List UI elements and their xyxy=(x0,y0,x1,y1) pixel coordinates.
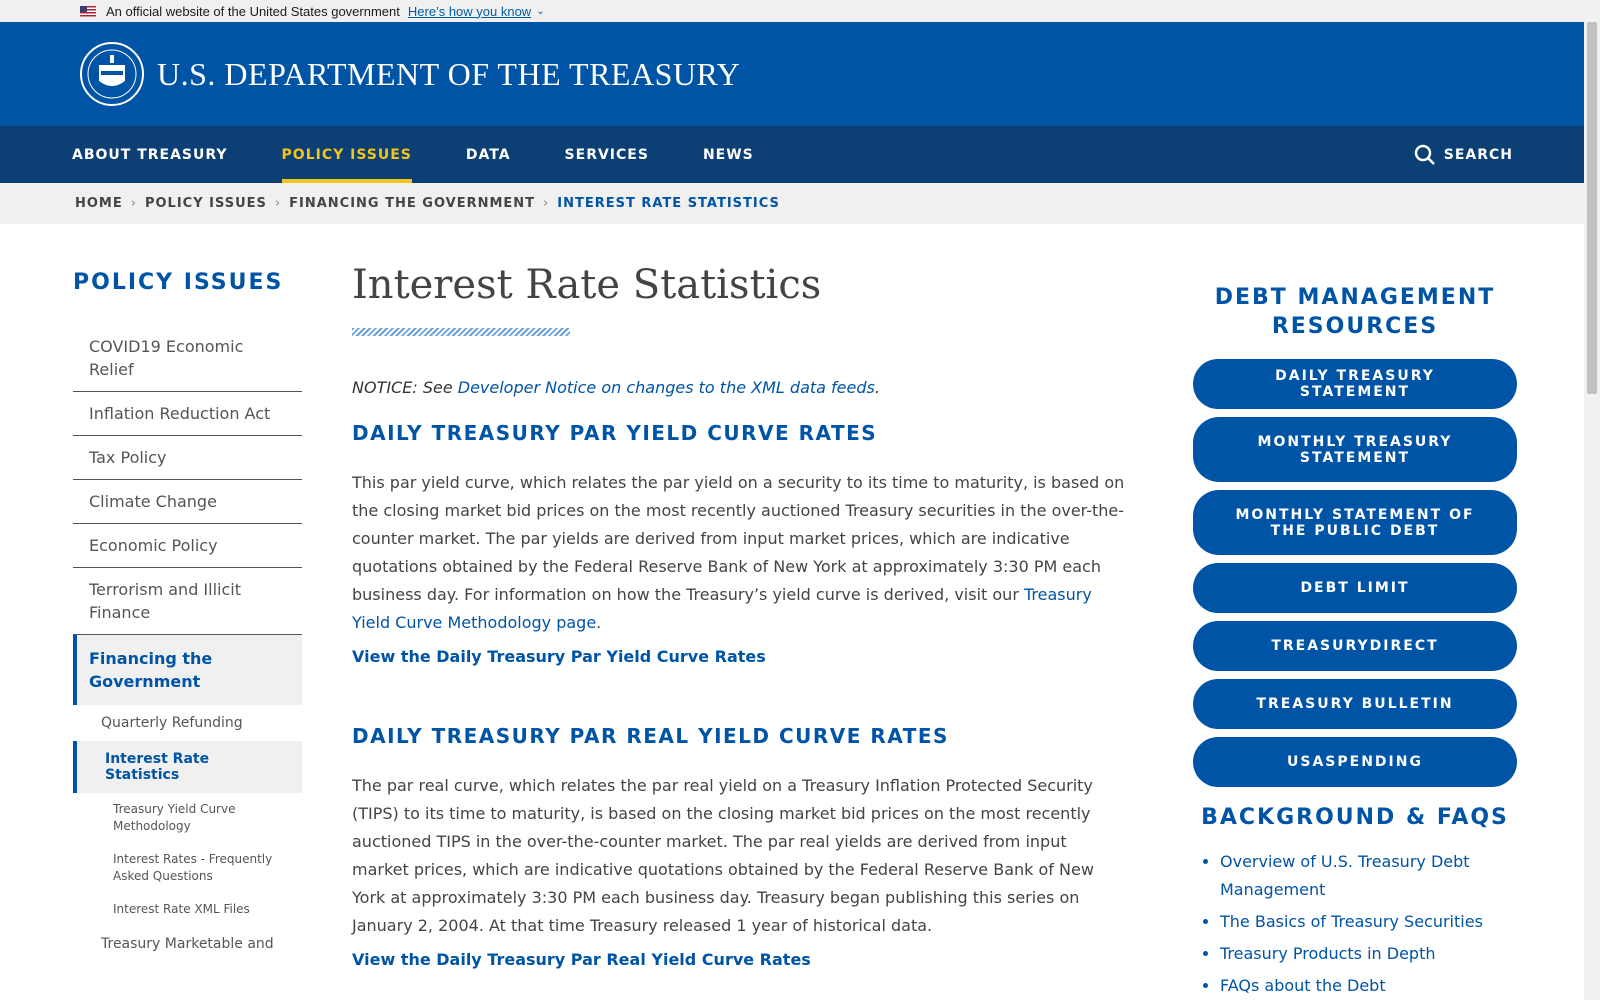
faq-link-overview[interactable]: • Overview of U.S. Treasury Debt Management xyxy=(1220,848,1517,904)
daily-treasury-statement-button[interactable]: DAILY TREASURY STATEMENT xyxy=(1193,359,1517,409)
gov-banner xyxy=(0,0,1600,22)
nav-data[interactable]: DATA xyxy=(465,146,511,163)
breadcrumb xyxy=(0,183,1584,224)
faq-list xyxy=(1193,848,1517,1000)
sidebar-item-economic-policy[interactable]: Economic Policy xyxy=(73,524,302,568)
sidebar-item-financing[interactable]: Financing the Government xyxy=(73,635,302,705)
faq-link-products[interactable]: • Treasury Products in Depth xyxy=(1220,940,1517,968)
view-par-real-yield-link[interactable]: View the Daily Treasury Par Real Yield Curve Rates xyxy=(352,950,811,969)
par-yield-suffix: . xyxy=(596,613,602,632)
sidebar-title[interactable]: POLICY ISSUES xyxy=(73,270,284,295)
page-scrollbar[interactable] xyxy=(1584,0,1600,1000)
nav-services[interactable]: SERVICES xyxy=(564,146,649,163)
gov-banner-text: An official website of the United States government xyxy=(106,3,400,19)
debt-management-title: DEBT MANAGEMENT RESOURCES xyxy=(1214,285,1496,339)
sidebar-item-terrorism[interactable]: Terrorism and Illicit Finance xyxy=(73,568,302,635)
page-title: Interest Rate Statistics xyxy=(352,262,822,308)
yield-methodology-link[interactable]: Treasury Yield Curve Methodology page xyxy=(352,585,1092,632)
nav-news[interactable]: NEWS xyxy=(702,146,754,163)
background-faqs-title: BACKGROUND & FAQS xyxy=(1201,805,1509,830)
faq-link-faqs-debt[interactable]: • FAQs about the Debt xyxy=(1220,972,1517,1000)
faq-link-basics[interactable]: • The Basics of Treasury Securities xyxy=(1220,908,1517,936)
notice-suffix: . xyxy=(874,378,880,397)
nav-about-treasury[interactable]: ABOUT TREASURY xyxy=(72,146,228,163)
treasury-seal-icon[interactable] xyxy=(79,41,145,107)
sidebar-item-inflation-reduction[interactable]: Inflation Reduction Act xyxy=(73,392,302,436)
title-underline-decoration xyxy=(352,328,570,336)
chevron-down-icon[interactable]: ⌄ xyxy=(536,5,545,17)
us-flag-icon xyxy=(80,6,96,17)
monthly-treasury-statement-button[interactable]: MONTHLY TREASURY STATEMENT xyxy=(1193,417,1517,482)
treasury-bulletin-button[interactable]: TREASURY BULLETIN xyxy=(1193,679,1517,729)
section-par-yield-title: DAILY TREASURY PAR YIELD CURVE RATES xyxy=(352,421,878,445)
search-icon xyxy=(1414,144,1436,166)
chevron-right-icon: › xyxy=(543,196,550,211)
monthly-statement-public-debt-button[interactable]: MONTHLY STATEMENT OF THE PUBLIC DEBT xyxy=(1193,490,1517,555)
main-nav xyxy=(0,126,1584,183)
par-yield-description: This par yield curve, which relates the par yield on a security to its time to maturity, is based on the closing market bid prices on the most recently auctioned Treasury securities in the over-the-counter market. The par yields are derived from input market prices, which are indicative quotations obtained by the Federal Reserve Bank of New York at approximately 3:30 PM each business day. For information on how the Treasury’s yield curve is derived, visit our xyxy=(352,473,1125,604)
nav-policy-issues[interactable]: POLICY ISSUES xyxy=(282,126,412,183)
breadcrumb-home[interactable]: HOME xyxy=(75,196,123,211)
breadcrumb-financing[interactable]: FINANCING THE GOVERNMENT xyxy=(289,196,536,211)
sidebar-sub-quarterly-refunding[interactable]: Quarterly Refunding xyxy=(101,715,243,731)
sidebar-item-covid19[interactable]: COVID19 Economic Relief xyxy=(73,325,302,392)
section-par-real-yield-title: DAILY TREASURY PAR REAL YIELD CURVE RATES xyxy=(352,724,949,748)
notice-prefix: NOTICE: See xyxy=(352,378,453,397)
usaspending-button[interactable]: USASPENDING xyxy=(1193,737,1517,787)
view-par-yield-link[interactable]: View the Daily Treasury Par Yield Curve Rates xyxy=(352,647,766,666)
breadcrumb-current: INTEREST RATE STATISTICS xyxy=(557,196,780,211)
section-par-yield-text xyxy=(352,469,1127,637)
sidebar-sub-interest-rate-statistics[interactable]: Interest Rate Statistics xyxy=(73,741,302,793)
sidebar-subsub-faq[interactable]: Interest Rates - Frequently Asked Questions xyxy=(113,852,273,883)
sidebar-item-climate-change[interactable]: Climate Change xyxy=(73,480,302,524)
sidebar-item-tax-policy[interactable]: Tax Policy xyxy=(73,436,302,480)
section-par-real-yield-text: The par real curve, which relates the par real yield on a Treasury Inflation Protected Security (TIPS) to its time to maturity, is based on the closing market bid prices on the most recently auctioned TIPS in the over-the-counter market. The par real yields are derived from input market prices, which are indicative quotations obtained by the Federal Reserve Bank of New York at approximately 3:30 PM each business day. Treasury began publishing this series on January 2, 2004. At that time Treasury released 1 year of historical data. xyxy=(352,776,1094,935)
breadcrumb-policy-issues[interactable]: POLICY ISSUES xyxy=(144,196,267,211)
sidebar-sub-treasury-marketable[interactable]: Treasury Marketable and xyxy=(101,936,274,952)
sidebar-subsub-yield-methodology[interactable]: Treasury Yield Curve Methodology xyxy=(113,802,236,833)
right-sidebar xyxy=(1193,283,1517,1000)
sidebar-subsub-xml-files[interactable]: Interest Rate XML Files xyxy=(113,902,250,916)
site-title[interactable]: U.S. DEPARTMENT OF THE TREASURY xyxy=(157,55,741,92)
notice xyxy=(352,378,1127,397)
main-content xyxy=(352,262,1127,1000)
scrollbar-thumb[interactable] xyxy=(1587,22,1597,394)
how-you-know-link[interactable]: Here’s how you know xyxy=(407,3,532,19)
chevron-right-icon: › xyxy=(274,196,282,211)
sidebar-nav xyxy=(73,270,302,962)
search-label: SEARCH xyxy=(1443,146,1513,163)
debt-limit-button[interactable]: DEBT LIMIT xyxy=(1193,563,1517,613)
treasurydirect-button[interactable]: TREASURYDIRECT xyxy=(1193,621,1517,671)
chevron-right-icon: › xyxy=(130,196,137,211)
site-header xyxy=(0,22,1584,126)
search-button[interactable] xyxy=(1414,126,1513,183)
developer-notice-link[interactable]: Developer Notice on changes to the XML data feeds xyxy=(457,378,875,397)
